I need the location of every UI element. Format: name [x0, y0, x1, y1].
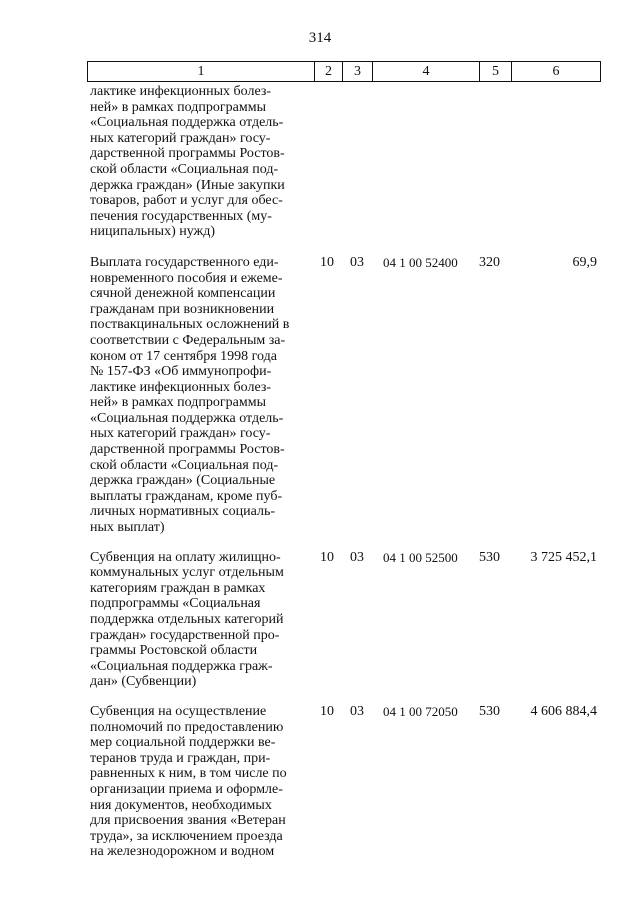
row-expense-type: 530: [479, 703, 500, 719]
row-amount: 4 606 884,4: [530, 703, 597, 719]
row-description: Субвенция на осуществление полномочий по предоставлению мер социальной поддержки ве- теранов труда и граждан, при- равненных к ним, в том числе по организации приема и оформле- ния документов, необходимых для присвоения звания «Ветеран труда», за исключением проезда на железнодорожном и водном: [90, 703, 287, 860]
header-col-5: 5: [479, 62, 511, 81]
row-amount: 3 725 452,1: [530, 549, 597, 565]
row-expense-type: 320: [479, 254, 500, 270]
row-subsection: 03: [350, 254, 364, 270]
row-target-code: 04 1 00 52500: [383, 549, 458, 565]
header-col-2: 2: [314, 62, 342, 81]
row-amount: 69,9: [572, 254, 597, 270]
page-number: 314: [308, 30, 332, 46]
row-subsection: 03: [350, 549, 364, 565]
header-col-6: 6: [511, 62, 600, 81]
row-description: Выплата государственного еди- новременного пособия и ежеме- сячной денежной компенсации гражданам при возникновении поствакцинальных осложнений в соответствии с Федеральным за- коном от 17 сентября 1998 года № 157-ФЗ «Об иммунопрофи- лактике инфекционных болез- ней» в рамках подпрограммы «Социальная поддержка отдель- ных категорий граждан» госу- дарственной программы Ростов- ской области «Социальная под- держка граждан» (Социальные выплаты гражданам, кроме пуб- личных нормативных социаль- ных выплат): [90, 254, 290, 536]
table-row: [87, 255, 601, 536]
row-section: 10: [320, 549, 334, 565]
row-section: 10: [320, 254, 334, 270]
header-col-3: 3: [342, 62, 372, 81]
row-subsection: 03: [350, 703, 364, 719]
row-section: 10: [320, 703, 334, 719]
row-description: лактике инфекционных болез- ней» в рамках подпрограммы «Социальная поддержка отдель- ных категорий граждан» госу- дарственной программы Ростов- ской области «Социальная под- держка граждан» (Иные закупки товаров, работ и услуг для обес- печения государственных (му- ниципальных) нужд): [90, 84, 285, 240]
table-row: [87, 704, 601, 860]
row-description: Субвенция на оплату жилищно- коммунальных услуг отдельным категориям граждан в рамках подпрограммы «Социальная поддержка отдельных категорий граждан» государственной про- граммы Ростовской области «Социальная поддержка граж- дан» (Субвенции): [90, 549, 284, 690]
table-row: [87, 550, 601, 690]
row-target-code: 04 1 00 52400: [383, 254, 458, 270]
table-header: [87, 61, 601, 82]
row-target-code: 04 1 00 72050: [383, 703, 458, 719]
header-col-1: 1: [197, 64, 205, 79]
table-row: [87, 84, 601, 240]
row-expense-type: 530: [479, 549, 500, 565]
header-col-4: 4: [372, 62, 479, 81]
table-body: [87, 84, 601, 860]
